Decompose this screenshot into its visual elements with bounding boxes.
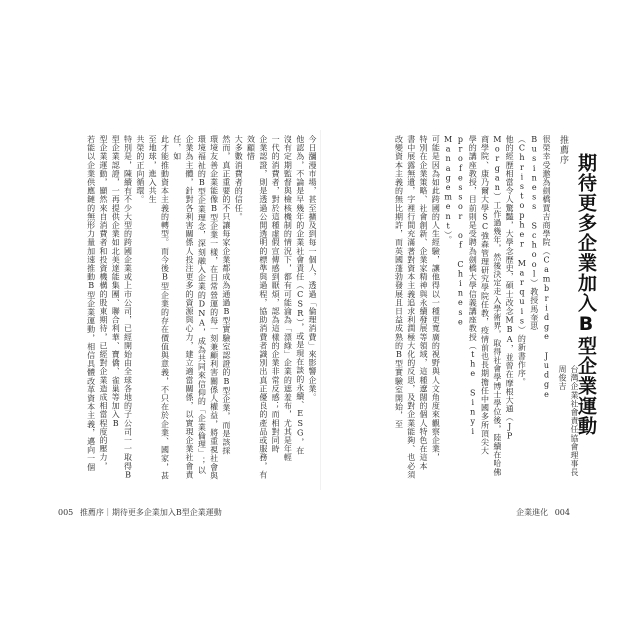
left-running-head: 推薦序｜期待更多企業加入B型企業運動 <box>79 508 222 517</box>
left-page <box>58 135 318 485</box>
right-page <box>330 135 600 485</box>
right-footer <box>516 507 574 518</box>
left-page-body-text: 今日瀰漫市場，甚至擴及到每一個人，透過「倫理消費」來影響企業。 他認為，不論是早幾年的企業社會責任（CSR），或是現在談的永續、ESG，在 沒有定期監督與檢核機制的情況下，都有可能淪為「漂綠」企業的遮羞布，尤其是年輕 一代的消費者，對於這種虛假宣傳感到厭煩，認為這樣的企業非常反感；而相對同時 企業認證，則是透過公開透明的標準與過程，協助消費者識別出真正優良的產品或服務，有效顧惜 大多數消費者的信任。 然而，真正重要的不只讓每家企業都成為通過B型實驗室認證的B型企業，而是該採 環境友善企業能像B型企業一樣，在日常營運的每一刻兼顧利害關係人權益，將重視社會與 環境福祉的B型企業理念，深刻融入企業的DNA，成為共同來信仰的「企業倫理」；以 企業為主體，針對各利害關係人投注更多的資源與心力，建立適當關係，以實現企業社會責任，如 此才能推動資本主義的轉型。而今後B型企業的存在價值與意義，不只在於企業、國家，甚至地球，進入共生 共榮的正向循環。 特別是，陳續有不少大型的跨國企業或上市公司，已經開始由全球各地的子公司一一取得B型企業認證，一再提供企業如北美達能集團、聯合利華、寶僑、雀巢等加入B 型企業運動，顯然來自消費者和投資機構的股東期待，已經對企業造成相當程度的壓力， 若能以企業供應鏈的無形力量加速推動B型企業運動，相信具體改革資本主義，邁向一個 <box>86 135 317 480</box>
right-page-body-text: 很榮幸受邀為劍橋賈吉商學院（Cambridge Judge Business School）教授馬奎思 （Christopher Marquis）的新書作序。 他的經歷相當令人驚豔，大學念歷史，碩士改念MBA，並曾在摩根大通（JP Morgan）工作過幾年，然後決定走入學術界，取得社會學博士學位後，陸續在哈佛 商學院、康乃爾大學SC強森管理研究學院任教，疫情前也長期擔任中國多所頂尖大 學的講座教授，目前則是受聘為劍橋大學信義講座教授（the Sinyi professor of Chinese Management）。 可能是因為如此跨國的人生經驗，讓他得以一種更寬廣的視野與人文角度來觀察企業， 特別在企業策略、社會創新、企業家精神與永續發展等領域，這種遼闊的個人特色在這本 書中展露無遺，字裡行間充滿著對資本主義追求利潤極大化的反思，及對企業能夠、也必須 改變資本主義的無比期許，而英國蓬勃發展且日益成熟的B型實驗室開始，至 <box>394 135 551 479</box>
author-byline: 台灣企業社會責任協會理事長 周俊吉 <box>558 365 579 486</box>
page-gutter <box>320 130 321 490</box>
left-page-number: 005 <box>58 508 74 517</box>
right-page-number: 004 <box>554 508 570 517</box>
section-label: 推薦序 <box>558 135 568 165</box>
left-footer <box>58 507 226 518</box>
page-title: 期待更多企業加入B型企業運動 <box>575 153 597 436</box>
right-running-head: 企業進化 <box>516 508 549 517</box>
foreword-heading <box>556 135 602 485</box>
